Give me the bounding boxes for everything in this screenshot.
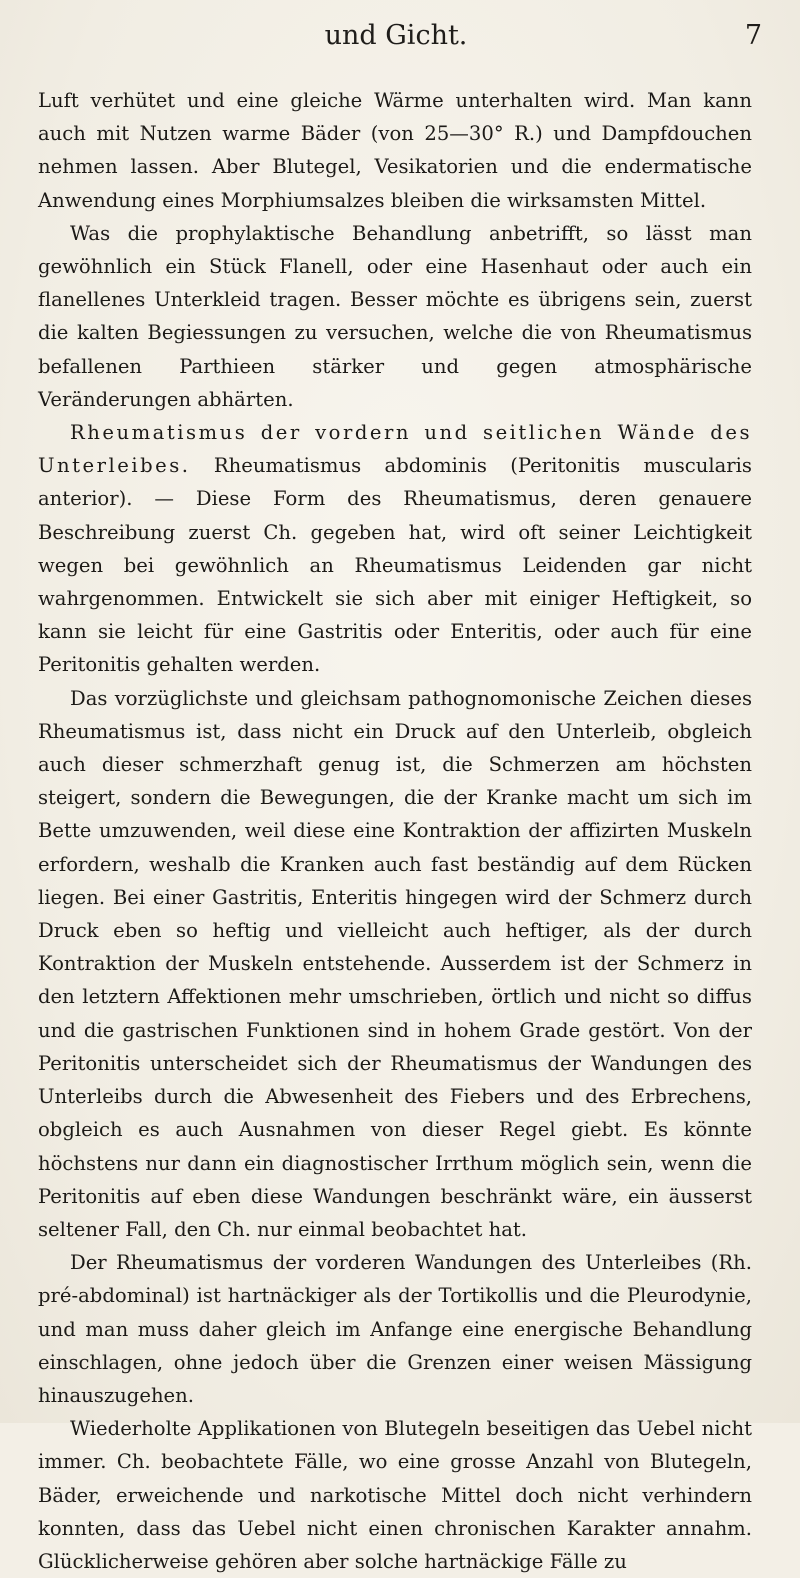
page-number: 7 <box>744 20 762 51</box>
paragraph: Wiederholte Applikationen von Blutegeln beseitigen das Uebel nicht immer. Ch. beobachtete Fälle, wo eine grosse Anzahl von Blutegeln, Bäder, erweichende und narkotische Mittel doch nicht verhindern konnten, dass das Uebel nicht einen chronischen Karakter annahm. Glücklicherweise gehören aber solche hartnäckige Fälle zu <box>38 1417 752 1573</box>
body-text <box>38 84 752 1578</box>
paragraph: Luft verhütet und eine gleiche Wärme unterhalten wird. Man kann auch mit Nutzen warme Bäder (von 25—30° R.) und Dampfdouchen nehmen lassen. Aber Blutegel, Vesikatorien und die endermatische Anwendung eines Morphiumsalzes bleiben die wirksamsten Mittel. <box>38 89 752 212</box>
paragraph: Der Rheumatismus der vorderen Wandungen des Unterleibes (Rh. pré-abdominal) ist hartnäckiger als der Tortikollis und die Pleurodynie, und man muss daher gleich im Anfange eine energische Behandlung einschlagen, ohne jedoch über die Grenzen einer weisen Mässigung hinauszugehen. <box>38 1251 752 1407</box>
section-heading: Rheumatismus der vordern und seitlichen Wände des Unterleibes. <box>38 421 752 478</box>
paragraph: Das vorzüglichste und gleichsam pathognomonische Zeichen dieses Rheumatismus ist, dass nicht ein Druck auf den Unterleib, obgleich auch dieser schmerzhaft genug ist, die Schmerzen am höchsten steigert, sondern die Bewegungen, die der Kranke macht um sich im Bette umzuwenden, weil diese eine Kontraktion der affizirten Muskeln erfordern, weshalb die Kranken auch fast beständig auf dem Rücken liegen. Bei einer Gastritis, Enteritis hingegen wird der Schmerz durch Druck eben so heftig und vielleicht auch heftiger, als der durch Kontraktion der Muskeln entstehende. Ausserdem ist der Schmerz in den letztern Affektionen mehr umschrieben, örtlich und nicht so diffus und die gastrischen Funktionen sind in hohem Grade gestört. Von der Peritonitis unterscheidet sich der Rheumatismus der Wandungen des Unterleibs durch die Abwesenheit des Fiebers und des Erbrechens, obgleich es auch Ausnahmen von dieser Regel giebt. Es könnte höchstens nur dann ein diagnostischer Irrthum möglich sein, wenn die Peritonitis auf eben diese Wandungen beschränkt wäre, ein äusserst seltener Fall, den Ch. nur einmal beobachtet hat. <box>38 686 752 1241</box>
running-head <box>30 20 762 60</box>
running-title: und Gicht. <box>324 20 468 51</box>
section-text: Rheumatismus abdominis (Peritonitis muscularis anterior). — Diese Form des Rheumatismus, deren genauere Beschreibung zuerst Ch. gegeben hat, wird oft seiner Leichtigkeit wegen bei gewöhnlich an Rheumatismus Leidenden gar nicht wahrgenommen. Entwickelt sie sich aber mit einiger Heftigkeit, so kann sie leicht für eine Gastritis oder Enteritis, oder auch für eine Peritonitis gehalten werden. <box>38 454 752 677</box>
paragraph: Was die prophylaktische Behandlung anbetrifft, so lässt man gewöhnlich ein Stück Flanell, oder eine Hasenhaut oder auch ein flanellenes Unterkleid tragen. Besser möchte es übrigens sein, zuerst die kalten Begiessungen zu versuchen, welche die von Rheumatismus befallenen Parthieen stärker und gegen atmosphärische Veränderungen abhärten. <box>38 221 752 411</box>
section-paragraph <box>38 416 752 682</box>
